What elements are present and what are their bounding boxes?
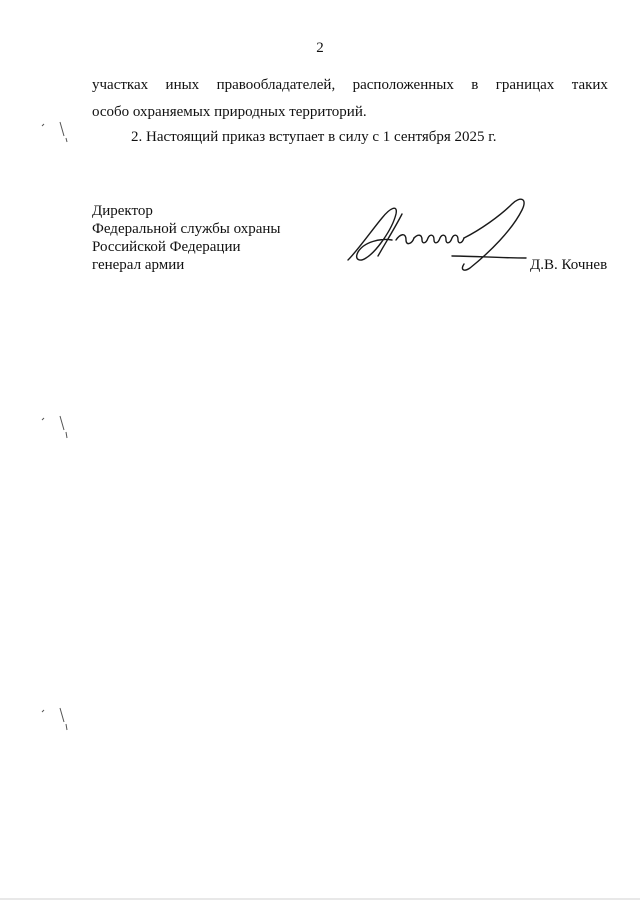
signatory-title-block: [92, 202, 280, 274]
page-bottom-edge: [0, 898, 640, 900]
word: иных: [165, 77, 200, 93]
signatory-agency: Федеральной службы охраны: [92, 221, 281, 237]
paragraph-line: особо охраняемых природных территорий.: [92, 104, 367, 120]
word: правообладателей,: [216, 77, 336, 93]
handwritten-signature: [340, 190, 530, 275]
word: границах: [495, 77, 555, 93]
scan-speck: [40, 704, 70, 734]
signatory-rank: генерал армии: [92, 257, 185, 273]
justified-line: [92, 72, 608, 99]
clause-2: 2. Настоящий приказ вступает в силу с 1 сентября 2025 г.: [131, 129, 497, 145]
signatory-position: Директор: [92, 203, 153, 219]
word: участках: [92, 77, 149, 93]
word: расположенных: [352, 77, 454, 93]
signatory-country: Российской Федерации: [92, 239, 241, 255]
word: в: [471, 77, 479, 93]
word: таких: [571, 77, 608, 93]
scan-speck: [40, 412, 70, 442]
paragraph-continuation: [92, 72, 608, 126]
scan-speck: [40, 120, 70, 150]
page-number: 2: [316, 40, 324, 56]
signer-name: Д.В. Кочнев: [530, 257, 608, 273]
